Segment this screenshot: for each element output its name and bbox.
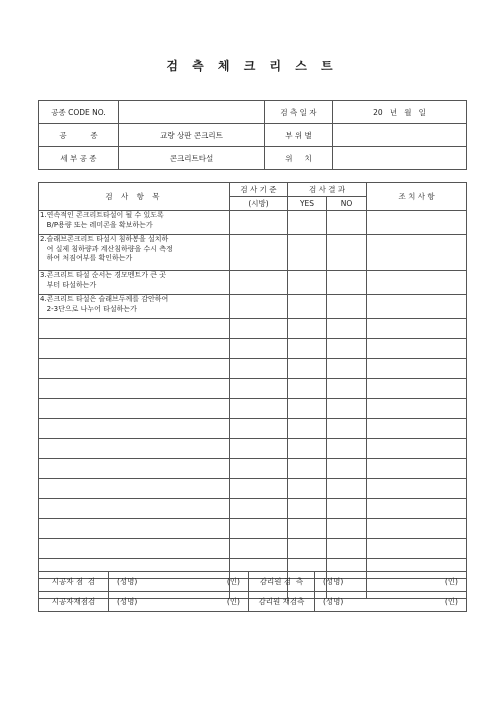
action-cell — [367, 339, 467, 359]
item-text — [39, 399, 230, 419]
yes-cell — [288, 211, 327, 235]
yes-cell — [288, 459, 327, 479]
info-table — [38, 100, 467, 170]
item-text — [39, 459, 230, 479]
action-cell — [367, 235, 467, 271]
standard-cell — [230, 235, 288, 271]
seal-field: (인) — [226, 597, 240, 606]
table-row — [39, 399, 467, 419]
action-cell — [367, 211, 467, 235]
standard-cell — [230, 519, 288, 539]
yes-cell — [288, 379, 327, 399]
item-text — [39, 339, 230, 359]
no-cell — [327, 211, 367, 235]
table-row — [39, 479, 467, 499]
name-field: (성명) — [117, 597, 138, 606]
standard-cell — [230, 295, 288, 319]
standard-cell — [230, 339, 288, 359]
action-cell — [367, 439, 467, 459]
no-cell — [327, 379, 367, 399]
signature-table — [38, 571, 467, 612]
action-cell — [367, 539, 467, 559]
item-text: 3.콘크리트 타설 순서는 경모멘트가 큰 곳 부터 타설하는가 — [39, 271, 230, 295]
table-row — [39, 419, 467, 439]
standard-cell — [230, 399, 288, 419]
no-cell — [327, 439, 367, 459]
location-label: 위 치 — [265, 147, 333, 170]
yes-cell — [288, 271, 327, 295]
table-row — [39, 379, 467, 399]
header-action: 조 치 사 항 — [367, 183, 467, 211]
item-text — [39, 499, 230, 519]
no-cell — [327, 295, 367, 319]
no-cell — [327, 339, 367, 359]
supervisor-inspect-sign — [315, 572, 467, 592]
header-result: 검 사 결 과 — [288, 183, 367, 197]
seal-field: (인) — [226, 577, 240, 586]
yes-cell — [288, 359, 327, 379]
no-cell — [327, 519, 367, 539]
standard-cell — [230, 319, 288, 339]
contractor-recheck-sign — [109, 592, 249, 612]
item-text — [39, 439, 230, 459]
header-standard-sub: (시방) — [230, 197, 288, 211]
detail-value: 콘크리트타설 — [119, 147, 265, 170]
code-value — [119, 101, 265, 124]
table-row — [39, 359, 467, 379]
item-text — [39, 479, 230, 499]
header-yes: YES — [288, 197, 327, 211]
date-value: 20 년 월 일 — [333, 101, 467, 124]
standard-cell — [230, 419, 288, 439]
action-cell — [367, 319, 467, 339]
yes-cell — [288, 319, 327, 339]
name-field: (성명) — [323, 597, 344, 606]
standard-cell — [230, 211, 288, 235]
name-field: (성명) — [117, 577, 138, 586]
yes-cell — [288, 235, 327, 271]
yes-cell — [288, 519, 327, 539]
yes-cell — [288, 399, 327, 419]
no-cell — [327, 499, 367, 519]
table-row — [39, 499, 467, 519]
table-row — [39, 519, 467, 539]
table-row — [39, 539, 467, 559]
action-cell — [367, 399, 467, 419]
item-text — [39, 359, 230, 379]
location-value — [333, 147, 467, 170]
standard-cell — [230, 479, 288, 499]
action-cell — [367, 295, 467, 319]
part-value — [333, 124, 467, 147]
action-cell — [367, 499, 467, 519]
table-row — [39, 271, 467, 295]
item-text — [39, 319, 230, 339]
no-cell — [327, 235, 367, 271]
detail-label: 세 부 공 종 — [39, 147, 119, 170]
supervisor-reinspect-sign — [315, 592, 467, 612]
yes-cell — [288, 419, 327, 439]
standard-cell — [230, 439, 288, 459]
item-text — [39, 519, 230, 539]
action-cell — [367, 479, 467, 499]
item-text — [39, 419, 230, 439]
table-row — [39, 459, 467, 479]
action-cell — [367, 359, 467, 379]
supervisor-inspect-label: 감리원 검 측 — [249, 572, 315, 592]
item-text — [39, 539, 230, 559]
date-label: 검 측 일 자 — [265, 101, 333, 124]
action-cell — [367, 459, 467, 479]
item-text: 1.연속적인 콘크리트타설이 될 수 있도록 B/P용량 또는 레미콘을 확보하는가 — [39, 211, 230, 235]
header-item: 검 사 항 목 — [39, 183, 230, 211]
item-text: 2.슬래브콘크리트 타설시 침하봉을 설치하 여 실제 침하량과 계산침하량을 수시 측정 하여 처짐여부를 확인하는가 — [39, 235, 230, 271]
yes-cell — [288, 539, 327, 559]
no-cell — [327, 419, 367, 439]
table-row — [39, 319, 467, 339]
no-cell — [327, 459, 367, 479]
part-label: 부 위 별 — [265, 124, 333, 147]
code-label: 공종 CODE NO. — [39, 101, 119, 124]
yes-cell — [288, 439, 327, 459]
standard-cell — [230, 539, 288, 559]
contractor-check-sign — [109, 572, 249, 592]
standard-cell — [230, 379, 288, 399]
no-cell — [327, 539, 367, 559]
contractor-recheck-label: 시공자재점검 — [39, 592, 109, 612]
type-label: 공 종 — [39, 124, 119, 147]
header-no: NO — [327, 197, 367, 211]
table-row — [39, 339, 467, 359]
no-cell — [327, 271, 367, 295]
standard-cell — [230, 459, 288, 479]
table-row — [39, 439, 467, 459]
standard-cell — [230, 271, 288, 295]
action-cell — [367, 271, 467, 295]
yes-cell — [288, 479, 327, 499]
no-cell — [327, 359, 367, 379]
document-title: 검 측 체 크 리 스 트 — [166, 59, 338, 73]
header-standard: 검 사 기 준 — [230, 183, 288, 197]
no-cell — [327, 399, 367, 419]
inspection-table — [38, 182, 467, 599]
name-field: (성명) — [323, 577, 344, 586]
action-cell — [367, 419, 467, 439]
no-cell — [327, 479, 367, 499]
action-cell — [367, 519, 467, 539]
table-row — [39, 295, 467, 319]
contractor-check-label: 시공자 점 검 — [39, 572, 109, 592]
table-row — [39, 235, 467, 271]
supervisor-reinspect-label: 감리원 재검측 — [249, 592, 315, 612]
standard-cell — [230, 499, 288, 519]
seal-field: (인) — [444, 597, 458, 606]
standard-cell — [230, 359, 288, 379]
no-cell — [327, 319, 367, 339]
type-value: 교량 상판 콘크리트 — [119, 124, 265, 147]
table-row — [39, 211, 467, 235]
seal-field: (인) — [444, 577, 458, 586]
yes-cell — [288, 499, 327, 519]
item-text: 4.콘크리트 타설은 슬래브두께를 감안하여 2-3단으로 나누어 타설하는가 — [39, 295, 230, 319]
yes-cell — [288, 295, 327, 319]
yes-cell — [288, 339, 327, 359]
action-cell — [367, 379, 467, 399]
item-text — [39, 379, 230, 399]
